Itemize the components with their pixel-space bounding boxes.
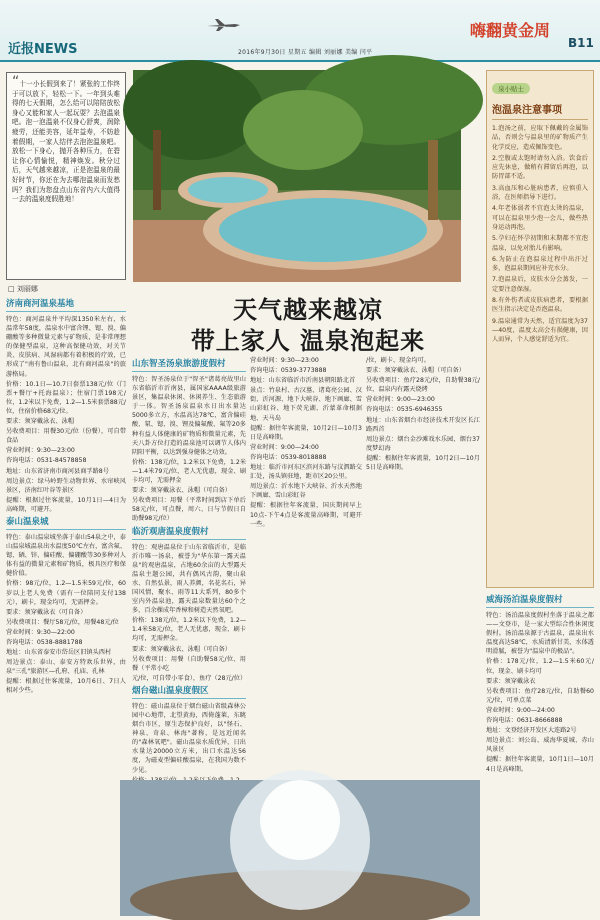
column-2 — [132, 356, 246, 780]
page-number: B11 — [568, 36, 594, 50]
tip-item: 8.有外伤者或皮肤病患者，要根据医生指示决定是否泡温泉。 — [492, 297, 588, 314]
heading-cishan: 烟台磁山温泉度假区 — [132, 685, 246, 699]
tips-badge: 泉小贴士 — [492, 83, 530, 94]
author-byline: □ 刘丽娜 — [8, 285, 38, 293]
zhisheng-tel: 咨询电话：0539-3773888 — [250, 367, 327, 375]
weihai-nearby: 周边景点：刘公岛、威海华夏城、赤山风景区 — [486, 737, 594, 754]
weihai-requirement: 要求：须穿戴泳衣 — [486, 677, 536, 685]
zhisheng-requirement: 要求：须穿戴泳衣、泳帽（可自备） — [132, 487, 231, 495]
page-header — [0, 0, 600, 62]
heading-shanghe: 济南商河温泉基地 — [6, 298, 126, 312]
guantang-extra: 另收费项目：用餐（自助餐58元/位、用餐（平常小吃 — [132, 655, 246, 672]
intro-box — [6, 72, 126, 280]
zhisheng-price: 价格：138元/位，1.2米以下免费，1.2米—1.4米79元/位，老人无优惠，现金、刷卡均可，无需押金 — [132, 458, 247, 485]
weihai-hours: 营业时间：9:00—24:00 — [486, 706, 555, 714]
weihai-price: 价格：178元/位，1.2—1.5米60元/位，现金、刷卡均可 — [486, 658, 594, 675]
heading-weihai: 威海汤泊温泉度假村 — [486, 594, 594, 608]
quote-icon: “ — [12, 74, 20, 90]
weihai-tip: 提醒：据往年客流量，10月1日—10月4日是高峰期。 — [486, 756, 594, 773]
zhisheng-address: 地址：山东省临沂市沂南县朝阳路北首 — [250, 377, 356, 385]
column-1 — [6, 296, 126, 774]
geyser-photo — [120, 780, 480, 916]
taishan-features: 特色：泰山温泉城坐落于泰山54泉之中，泰山温泉城温泉出水温度50℃左右，富含氟、锶、硒、锌、偏硅酸、偏硼酸等30多种对人体有益的微量元素和矿物质，极具医疗和保健价值。 — [6, 533, 127, 578]
weihai-features: 特色：汤泊温泉度假村坐落于温泉之都——文登市，是一家大型综合性休闲度假村。汤泊温泉源于古温泉，温泉出水温度高达58℃，水质清新甘美，水体透明滑腻，被誉为"温泉中的极品"。 — [486, 612, 594, 656]
issue-meta: 2016年9月30日 星期五 编辑 刘丽娜 美编 闫平 — [238, 49, 373, 56]
weihai-tel: 咨询电话：0631-8666888 — [486, 717, 563, 725]
taishan-extra: 另收费项目：餐厅58元/位，用餐48元/位 — [6, 618, 119, 626]
tip-item: 2.空腹或太饱时请勿入浴。饮食后应先休息，做稍有滞留后再泡，以防胃部不适。 — [492, 154, 588, 181]
taishan-address: 地址：山东省泰安市岱岳区旧镇头西村 — [6, 649, 112, 657]
guantang-features: 特色：观唐温泉位于山东省临沂市，是临沂市唯一汤泉，被誉为"华东第一露天温泉"的观唐温泉，占地60余亩的大型露天温泉主题公园，共有偶风古韵，聚山泉水、自然弘景，雨人养颜，名花名石，异国风情，聚水、雨等11大系列，80多个室内外温泉池，露天温泉数量达60个之多，百余棵成年香樟和树造天然氧吧。 — [132, 543, 246, 615]
weihai-section — [486, 592, 594, 792]
guantang-address: 地址：临沂市河东区滨河东路与汶泗路交汇处，汤头镇驻地，距市区20公里。 — [250, 464, 362, 481]
shanghe-extra: 另收费项目：用餐30元/位（份餐），可自带食品 — [6, 428, 126, 445]
column-3 — [250, 356, 362, 780]
guantang-tip: 提醒：根据往年客流量，国庆期间早上10点-下午4点是客流量高峰期，可避开一些。 — [250, 502, 362, 528]
weihai-address: 地址：文登经济开发区大连路2号 — [486, 727, 577, 735]
taishan-hours: 营业时间：9:30—22:00 — [6, 628, 75, 636]
guantang-nearby: 周边景点：沂水地下大峡谷、沂水天然地下画廊、雪山彩虹谷 — [250, 483, 362, 500]
zhisheng-tip: 提醒：据往年客流量，10月2日—10月3日是高峰期。 — [250, 424, 362, 441]
cishan-extra: 另收费项目：鱼疗28元/位，自助餐38元/位，温泉内有露天烧烤 — [366, 377, 480, 394]
shanghe-features: 特色：商河温泉井平均深1350米左右，水温常年58度，温泉水中富含锂、锶、溴、偏硼酸等多种微量元素与矿物质，是非常理想的保健型温泉，这种高保健功效，对关节炎、皮肤病、风湿病都有着积极的疗效，已形成了"南有鲁山温泉，北有商河温泉"的旅游格局。 — [6, 316, 126, 378]
tip-item: 4.年老体弱者不宜泡太烫的温泉，可以在温泉里少泡一会儿，做些热身运动再泡。 — [492, 205, 588, 231]
cishan-price-cont: /位，刷卡、现金均可。 — [366, 357, 430, 364]
heading-taishan: 泰山温泉城 — [6, 516, 126, 530]
cishan-tel: 咨询电话：0535-6946355 — [366, 406, 443, 414]
tips-sidebar — [486, 70, 594, 588]
shanghe-tip: 提醒：根据过往客流量，10月1日—4日为高峰期，可避开。 — [6, 496, 126, 513]
headline-line-2: 带上家人 温泉泡起来 — [190, 327, 426, 355]
guantang-price: 价格：138元/位，1.2米以下免费，1.2—1.4米58元/位，老人无优惠，现金、刷卡均可，无需押金。 — [132, 617, 247, 643]
cishan-features: 特色：磁山温泉位于烟台磁山省级森林公园中心地带，北望黄海，西倚蓬莱，东眺烟台市区，原生态保护良好，以"怪石、神泉、奇泉、林海"著称，是远近闻名的"森林氧吧"。磁山温泉水质优异，日出水量达20000立方米，出口水温达56度，为磁麦型偏硅酸温泉，在我国为数不少见。 — [132, 702, 246, 774]
guantang-price-cont: 元/位，可自带小零食），鱼疗（28元/位） — [132, 674, 247, 682]
taishan-tip: 提醒：根据过往客流量，10月6日、7日人相对少些。 — [6, 678, 126, 695]
weihai-extra: 另收费项目：鱼疗28元/位，自助餐60元/位，可单点菜 — [486, 687, 594, 704]
zhisheng-hours: 营业时间：9:30—23:00 — [250, 357, 319, 364]
taishan-nearby: 周边景点：泰山、泰安方特欢乐世界，由泉"三孔"旅游区—孔府、孔庙、孔林 — [6, 659, 126, 676]
tip-item: 6.为防止在泡温泉过程中出汗过多，泡温泉期间应补充水分。 — [492, 255, 588, 273]
tips-list — [492, 124, 588, 345]
tips-title: 泡温泉注意事项 — [492, 101, 588, 120]
column-brand: 嗨翻黄金周 — [470, 21, 551, 40]
tip-item: 5.孕妇在怀孕初期和末期都不宜泡温泉，以免对胎儿有影响。 — [492, 235, 588, 252]
cishan-tip: 提醒：根据往年客流量，10月2日—10月5日是高峰期。 — [366, 454, 480, 472]
cishan-nearby: 周边景点：烟台金沙滩戏水乐园、烟台37度梦幻海 — [366, 435, 480, 452]
shanghe-address: 地址：山东省济南市商河县商孚路8号 — [6, 467, 109, 475]
taishan-requirement: 要求：须穿戴泳衣（可自备） — [6, 608, 87, 616]
shanghe-requirement: 要求：须穿戴泳衣、泳帽 — [6, 418, 75, 426]
cishan-address: 地址：山东省烟台市经济技术开发区长江路西首 — [366, 416, 480, 433]
guantang-hours: 营业时间：9:00—24:00 — [250, 443, 319, 451]
taishan-tel: 咨询电话：0538-8881788 — [6, 639, 83, 646]
tip-item: 9.温泉通常为天然，适宜温度为37—40度，温度太高会有损健康，因人而异，个人感觉舒适为宜。 — [492, 317, 588, 344]
cishan-requirement: 要求：须穿戴泳衣、泳帽（可自备） — [366, 367, 465, 375]
heading-guantang: 临沂观唐温泉度假村 — [132, 526, 246, 540]
headline-line-1: 天气越来越凉 — [233, 296, 383, 324]
hot-spring-photo — [133, 70, 461, 282]
tip-item: 7.泡温泉后，皮肤水分会蒸发，一定要注意保湿。 — [492, 276, 588, 293]
shanghe-hours: 营业时间：9:30—23:00 — [6, 447, 75, 455]
guantang-requirement: 要求：须穿戴泳衣、泳帽（可自备） — [132, 645, 231, 653]
zhisheng-features: 特色：智圣汤泉位于"智圣"诸葛亮故里山东省临沂市沂南县，属国家AAAA级旅游景区，集温泉休闲、休闲养生、生态旅游于一体。智圣汤泉温泉水日出水量达5000多立方，水温高达78℃，富含偏硅酸、氡、锶、溴、锂及偏氟酸、氟等20多种有益人体健康的矿物质和微量元素，先天八卦方位打造的温泉池可以调节人体内阴阳平衡，以达到强身健体之功效。 — [132, 376, 246, 456]
headline — [148, 295, 468, 357]
intro-text: 十一小长假到来了！紧张的工作终于可以放下，轻松一下。一年到头难得的七天假期，怎么给可以陪陪放松身心又能和家人一起玩耍？去泡温泉吧。泡一泡温泉不仅身心舒爽，润除疲劳，还能美容，延年益寿，不妨趁着假期，一家人结伴去泡泡温泉吧。放松一下身心，抛开各种压力，在碧让你心情愉悦，精神焕发。秋分过后，天气越来越凉，正是泡温泉的最好时节，你还在为去哪泡温泉而发愁吗？我们为您盘点山东省内六大值得一去的温泉度假胜地！ — [12, 80, 120, 204]
shanghe-nearby: 周边景点：绿马岭野生动物世界、水帘峡风景区，济南红叶谷等景区 — [6, 477, 126, 494]
column-4 — [366, 356, 480, 780]
tip-item: 3.高血压和心脏病患者，应慎重入浴，在医师指导下进行。 — [492, 184, 588, 202]
cishan-hours: 营业时间：9:00—23:00 — [366, 396, 435, 404]
tip-item: 1.泡汤之前，应取下佩戴的金属饰品，否则会与温泉里的矿物质产生化学反应，造成佩饰变色。 — [492, 125, 588, 151]
taishan-price: 价格：98元/位，1.2—1.5米59元/位，60岁以上老人免费（需有一位陪同支付138元），刷卡，现金均可，无需押金。 — [6, 580, 126, 606]
zhisheng-nearby: 景点：竹泉村、古汉墓、诸葛亮公园、汉街、沂河源、地下大峡谷、地下画廊、雪山彩虹谷、地下荧光湖、沂蒙革命根据地、天马岛 — [250, 387, 362, 422]
zhisheng-extra: 另收费项目：用餐（平常时间到店下单后58元/位，可点餐，周六、日与节假日自助餐98元/位） — [132, 497, 246, 523]
section-title: 近报NEWS — [8, 42, 78, 57]
guantang-tel: 咨询电话：0539-8018888 — [250, 453, 327, 461]
airplane-icon — [205, 18, 241, 32]
heading-zhisheng: 山东智圣汤泉旅游度假村 — [132, 358, 246, 372]
shanghe-tel: 咨询电话：0531-84578858 — [6, 457, 87, 465]
shanghe-price: 价格：10.1日—10.7日套票138元/位（门票+餐厅+托海温泉）；住宿门票198元/位，1.2米以下免费，1.2—1.5米套票88元/位，住宿价格68元/位。 — [6, 380, 126, 415]
